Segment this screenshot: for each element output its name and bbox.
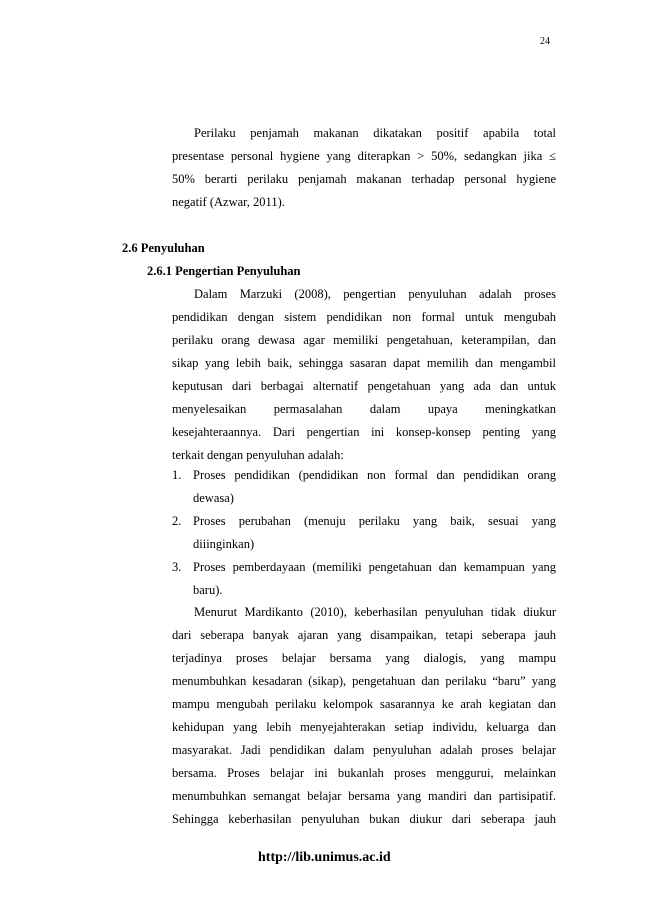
list-number: 2. bbox=[172, 514, 182, 528]
text-line: negatif (Azwar, 2011). bbox=[172, 195, 285, 209]
text-line: terkait dengan penyuluhan adalah: bbox=[172, 448, 344, 462]
list-item-line: diiinginkan) bbox=[193, 537, 255, 551]
text-line: mampu mengubah perilaku kelompok sasarannya ke arah kegiatan dan bbox=[172, 697, 556, 711]
text-line: sikap yang lebih baik, sehingga sasaran dapat memilih dan mengambil bbox=[172, 356, 556, 370]
text-line: menumbuhkan kesadaran (sikap), pengetahuan dan perilaku “baru” yang bbox=[172, 674, 556, 688]
list-item-line: Proses perubahan (menuju perilaku yang baik, sesuai yang bbox=[193, 514, 556, 528]
text-line: menyelesaikan permasalahan dalam upaya meningkatkan bbox=[172, 402, 556, 416]
list-number: 1. bbox=[172, 468, 182, 482]
text-line: masyarakat. Jadi pendidikan dalam penyuluhan adalah proses belajar bbox=[172, 743, 556, 757]
list-item-line: dewasa) bbox=[193, 491, 234, 505]
text-line: 50% berarti perilaku penjamah makanan terhadap personal hygiene bbox=[172, 172, 556, 186]
text-line: bersama. Proses belajar ini bukanlah proses menggurui, melainkan bbox=[172, 766, 556, 780]
text-line: pendidikan dengan sistem pendidikan non formal untuk mengubah bbox=[172, 310, 556, 324]
footer-url: http://lib.unimus.ac.id bbox=[258, 850, 391, 865]
text-line: keputusan dari berbagai alternatif pengetahuan yang ada dan untuk bbox=[172, 379, 556, 393]
list-number: 3. bbox=[172, 560, 182, 574]
text-line: Perilaku penjamah makanan dikatakan positif apabila total bbox=[194, 126, 556, 140]
subsection-heading: 2.6.1 Pengertian Penyuluhan bbox=[147, 264, 301, 278]
text-line: perilaku orang dewasa agar memiliki pengetahuan, keterampilan, dan bbox=[172, 333, 556, 347]
text-line: Sehingga keberhasilan penyuluhan bukan diukur dari seberapa jauh bbox=[172, 812, 556, 826]
page-number: 24 bbox=[540, 36, 550, 47]
text-line: dari seberapa banyak ajaran yang disampaikan, tetapi seberapa jauh bbox=[172, 628, 556, 642]
list-item-line: baru). bbox=[193, 583, 223, 597]
text-line: presentase personal hygiene yang diterapkan > 50%, sedangkan jika ≤ bbox=[172, 149, 556, 163]
text-line: kehidupan yang lebih menyejahterakan setiap individu, keluarga dan bbox=[172, 720, 556, 734]
text-line: kesejahteraannya. Dari pengertian ini konsep-konsep penting yang bbox=[172, 425, 556, 439]
text-line: menumbuhkan semangat belajar bersama yang mandiri dan partisipatif. bbox=[172, 789, 556, 803]
list-item-line: Proses pendidikan (pendidikan non formal dan pendidikan orang bbox=[193, 468, 556, 482]
text-line: Dalam Marzuki (2008), pengertian penyuluhan adalah proses bbox=[194, 287, 556, 301]
text-line: Menurut Mardikanto (2010), keberhasilan penyuluhan tidak diukur bbox=[194, 605, 556, 619]
text-line: terjadinya proses belajar bersama yang dialogis, yang mampu bbox=[172, 651, 556, 665]
section-heading: 2.6 Penyuluhan bbox=[122, 241, 205, 255]
list-item-line: Proses pemberdayaan (memiliki pengetahuan dan kemampuan yang bbox=[193, 560, 556, 574]
